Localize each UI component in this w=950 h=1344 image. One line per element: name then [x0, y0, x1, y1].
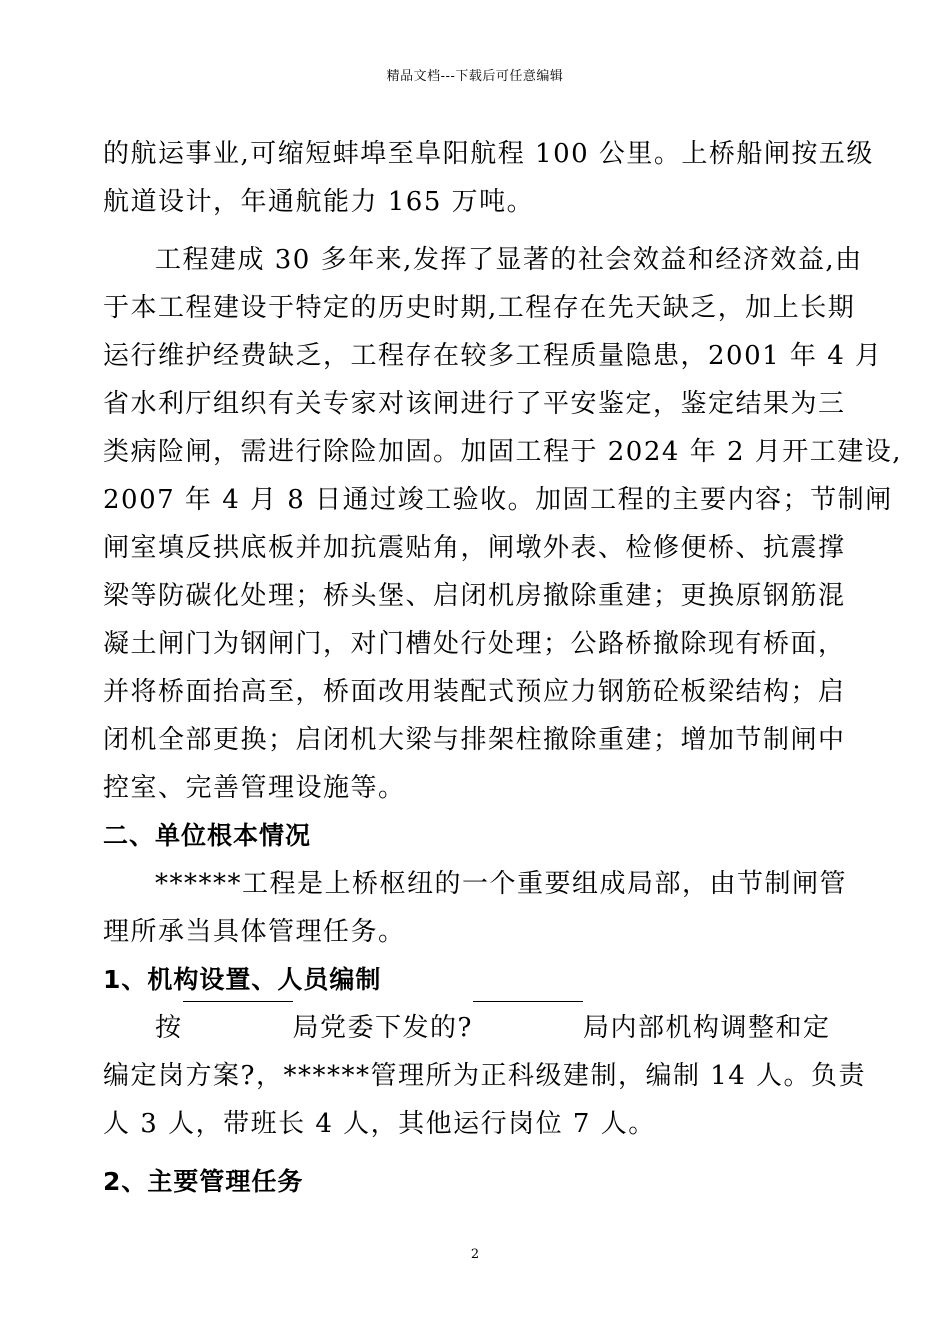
text-line: 2007 年 4 月 8 日通过竣工验收。加固工程的主要内容；节制闸 — [103, 485, 893, 515]
subsection-heading: 1、机构设置、人员编制 — [103, 965, 382, 994]
text-line: 的航运事业,可缩短蚌埠至阜阳航程 100 公里。上桥船闸按五级 — [103, 139, 874, 169]
text-line: 闸室填反拱底板并加抗震贴角，闸墩外表、检修便桥、抗震撑 — [103, 533, 846, 563]
page-header: 精品文档---下载后可任意编辑 — [386, 69, 564, 84]
text-line: 编定岗方案?，******管理所为正科级建制，编制 14 人。负责 — [103, 1061, 867, 1091]
text-line — [103, 1004, 831, 1052]
paragraph-4 — [103, 1004, 867, 1148]
text-line: 运行维护经费缺乏，工程存在较多工程质量隐患，2001 年 4 月 — [103, 341, 883, 371]
blank-underline — [473, 1001, 583, 1030]
paragraph-3 — [103, 860, 848, 956]
text-line: 理所承当具体管理任务。 — [103, 917, 406, 947]
text-line: 梁等防碳化处理；桥头堡、启闭机房撤除重建；更换原钢筋混 — [103, 581, 846, 611]
text-line: 工程建成 30 多年来,发挥了显著的社会效益和经济效益,由 — [155, 245, 863, 275]
text-line: 类病险闸，需进行除险加固。加固工程于 2024 年 2 月开工建设, — [103, 437, 903, 467]
paragraph-1 — [103, 130, 874, 226]
text-line: 闭机全部更换；启闭机大梁与排架柱撤除重建；增加节制闸中 — [103, 725, 846, 755]
section-heading: 二、单位根本情况 — [103, 821, 312, 850]
document-body — [103, 130, 903, 1206]
text-line: 于本工程建设于特定的历史时期,工程存在先天缺乏，加上长期 — [103, 293, 856, 323]
subsection-heading: 2、主要管理任务 — [103, 1167, 304, 1196]
text-line: ******工程是上桥枢纽的一个重要组成局部，由节制闸管 — [155, 869, 848, 899]
blank-underline — [183, 1001, 293, 1030]
text-line: 并将桥面抬高至，桥面改用装配式预应力钢筋砼板梁结构；启 — [103, 677, 846, 707]
page-number: 2 — [470, 1247, 480, 1262]
text-fragment: 按 — [155, 1013, 183, 1043]
text-line: 控室、完善管理设施等。 — [103, 773, 406, 803]
text-line: 航道设计，年通航能力 165 万吨。 — [103, 187, 535, 217]
text-line: 省水利厅组织有关专家对该闸进行了平安鉴定，鉴定结果为三 — [103, 389, 846, 419]
text-line: 人 3 人，带班长 4 人，其他运行岗位 7 人。 — [103, 1109, 656, 1139]
text-line: 凝土闸门为钢闸门，对门槽处行处理；公路桥撤除现有桥面， — [103, 629, 846, 659]
text-fragment: 局内部机构调整和定 — [582, 1013, 831, 1043]
paragraph-2 — [103, 236, 903, 812]
text-fragment: 局党委下发的? — [292, 1013, 473, 1043]
